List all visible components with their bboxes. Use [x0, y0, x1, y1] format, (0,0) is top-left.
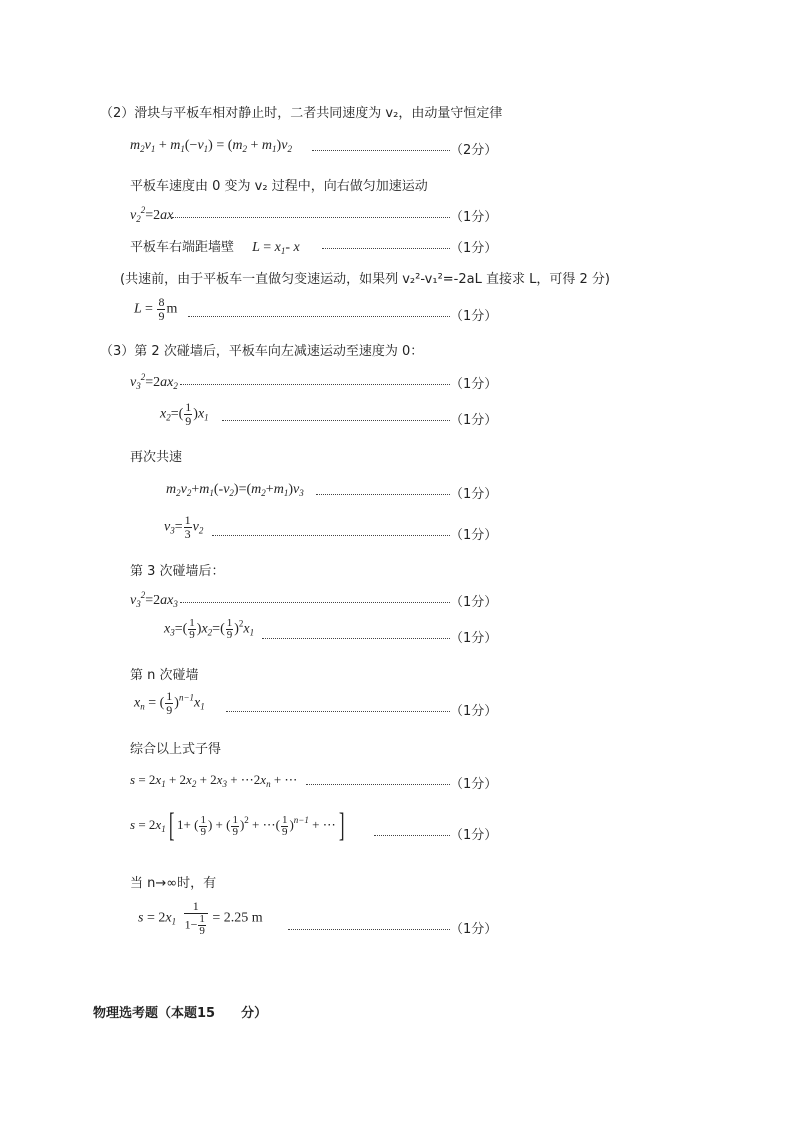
score: （1分）: [450, 241, 498, 256]
elective-section-title: 物理选考题（本题15 分）: [93, 1006, 268, 1021]
limit-equation: $s = 2x_1$ 1 1− $\frac{1}{9}$ = 2.25 m: [138, 899, 263, 937]
leader-dots: [262, 638, 450, 639]
score: （2分）: [450, 143, 498, 158]
leader-dots: [322, 248, 450, 249]
leader-dots: [212, 535, 450, 536]
kinematics-equation: $v_2^2=2ax$: [130, 205, 174, 224]
x3-equation: $x_3=$( $\frac{1}{9}$ )$x_2=$( $\frac{1}{9}$ )$^2x_1$: [164, 617, 255, 641]
leader-dots: [172, 217, 450, 218]
score: （1分）: [450, 487, 498, 502]
leader-dots: [180, 384, 450, 385]
leader-dots: [180, 602, 450, 603]
part2-number: （2）: [100, 106, 135, 121]
momentum-equation-2: $m_2v_2+m_1(-v_2)=(m_2+m_1)v_3$: [166, 482, 304, 498]
length-result: L = $\frac{8}{9}$ m: [134, 295, 178, 323]
leader-dots: [316, 494, 450, 495]
label-nth-collision: 第 n 次碰墙: [130, 668, 199, 683]
sum-equation: $s = 2x_1 + 2x_2 + 2x_3$ + $\cdots 2x_n$ + ⋯: [130, 772, 298, 789]
score: （1分）: [450, 210, 498, 225]
leader-dots: [374, 835, 450, 836]
decel-equation-3: $v_3^2=2ax_3$: [130, 590, 178, 609]
momentum-equation: $m_2v_1 + m_1(-v_1) = (m_2 + m_1)v_2$: [130, 138, 292, 154]
description-accelerate: 平板车速度由 0 变为 v₂ 过程中，向右做匀加速运动: [130, 179, 428, 194]
score: （1分）: [450, 631, 498, 646]
part3-heading-text: 第 2 次碰墙后，平板车向左减速运动至速度为 0：: [134, 344, 424, 359]
v3-equation: $v_3=$ $\frac{1}{3}$ $v_2$: [164, 513, 204, 541]
score: （1分）: [450, 528, 498, 543]
part3-number: （3）: [100, 344, 135, 359]
label-third-collision: 第 3 次碰墙后：: [130, 564, 225, 579]
leader-dots: [312, 150, 450, 151]
series-equation: $s = 2x_1$[ 1+ ( $\frac{1}{9}$ ) + ( $\frac{1}{9}$ )$^2$ + ⋯( $\frac{1}{9}$ )$^{n-1}$ + ⋯]: [130, 807, 345, 844]
final-result: = 2.25 m: [212, 910, 263, 926]
decel-equation: $v_3^2=2ax_2$: [130, 372, 178, 391]
xn-equation: $x_n$ = ( $\frac{1}{9}$ )$^{n-1}x_1$: [134, 689, 205, 717]
leader-dots: [288, 929, 450, 930]
part3-heading: [100, 340, 423, 359]
score: （1分）: [450, 777, 498, 792]
label-common-velocity-again: 再次共速: [130, 450, 183, 465]
leader-dots: [306, 784, 450, 785]
x2-equation: $x_2=$( $\frac{1}{9}$ )$x_1$: [160, 400, 209, 428]
leader-dots: [188, 316, 450, 317]
part2-heading-text: 滑块与平板车相对静止时，二者共同速度为 v₂，由动量守恒定律: [134, 106, 503, 121]
label-limit: 当 n→∞时，有: [130, 876, 217, 891]
leader-dots: [222, 420, 450, 421]
score: （1分）: [450, 922, 498, 937]
score: （1分）: [450, 704, 498, 719]
score: （1分）: [450, 377, 498, 392]
score: （1分）: [450, 828, 498, 843]
description-distance: 平板车右端距墙壁 $L = x_1-$ x: [130, 240, 300, 256]
score: （1分）: [450, 413, 498, 428]
leader-dots: [226, 711, 450, 712]
score: （1分）: [450, 595, 498, 610]
part2-heading: [100, 102, 502, 121]
label-combine: 综合以上式子得: [130, 742, 222, 757]
distance-label: 平板车右端距墙壁: [130, 240, 235, 255]
score: （1分）: [450, 309, 498, 324]
scoring-note: (共速前，由于平板车一直做匀变速运动，如果列 v₂²-v₁²=-2aL 直接求 L，可得 2 分): [120, 272, 610, 287]
